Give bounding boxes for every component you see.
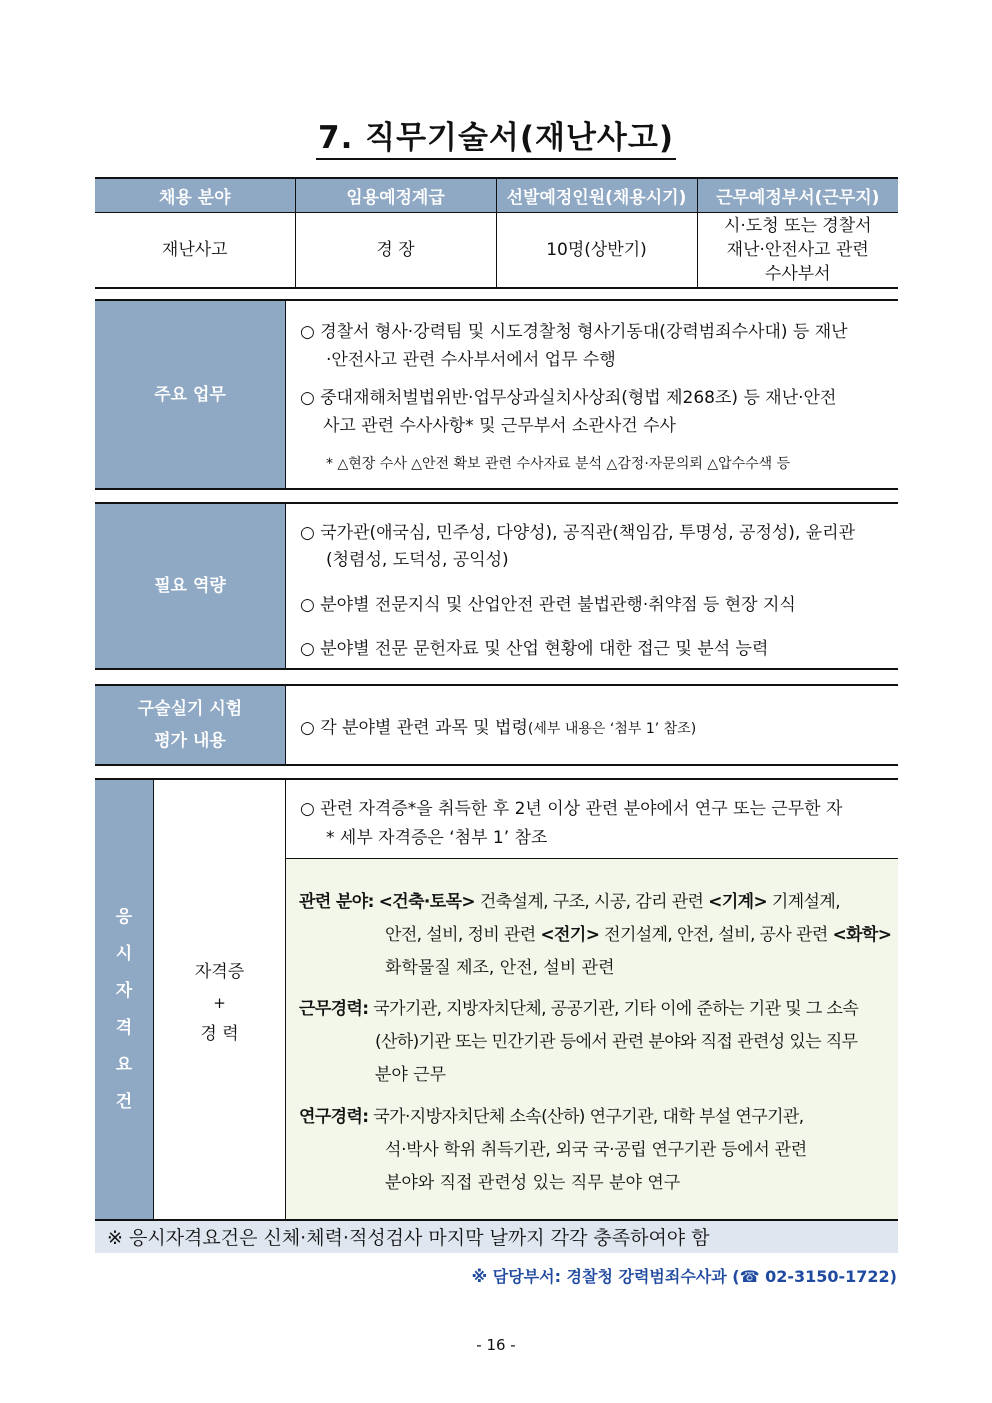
duties-section bbox=[95, 299, 898, 490]
sub-label-line: + bbox=[213, 994, 226, 1012]
dept-line: 수사부서 bbox=[764, 264, 831, 284]
duty-note: * △현장 수사 △안전 확보 관련 수사자료 분석 △감정·자문의뢰 △압수수색 등 bbox=[326, 456, 791, 472]
column-header: 선발예정인원(채용시기) bbox=[496, 178, 697, 213]
rank-cell: 경 장 bbox=[295, 213, 496, 289]
field-category: <전기> bbox=[540, 925, 600, 945]
oral-exam-label-line: 평가 내용 bbox=[154, 731, 226, 751]
side-label-char: 요 bbox=[115, 1054, 133, 1075]
competency-item: ○ 분야별 전문 문헌자료 및 산업 현황에 대한 접근 및 분석 능력 bbox=[300, 639, 769, 659]
side-label-char: 격 bbox=[115, 1017, 133, 1038]
duties-label: 주요 업무 bbox=[95, 301, 286, 488]
competency-item: ○ 국가관(애국심, 민주성, 다양성), 공직관(책임감, 투명성, 공정성), 윤리관 bbox=[300, 523, 856, 543]
requirements-footnote: ※ 응시자격요건은 신체·체력·적성검사 마지막 날까지 각각 충족하여야 함 bbox=[95, 1219, 898, 1253]
work-line: 분야 근무 bbox=[375, 1065, 447, 1085]
requirements-side-label bbox=[95, 780, 154, 1221]
field-text: 건축설계, 구조, 시공, 감리 관련 bbox=[475, 892, 709, 912]
dept-cell bbox=[697, 213, 898, 289]
work-line: (산하)기관 또는 민간기관 등에서 관련 분야와 직접 관련성 있는 직무 bbox=[375, 1032, 858, 1052]
field-category: <기계> bbox=[708, 892, 768, 912]
oral-exam-label bbox=[95, 686, 286, 764]
work-text: 국가기관, 지방자치단체, 공공기관, 기타 이에 준하는 기관 및 그 소속 bbox=[368, 999, 859, 1019]
field-category: <건축·토목> bbox=[378, 892, 476, 912]
count-cell: 10명(상반기) bbox=[496, 213, 697, 289]
side-label-char: 시 bbox=[115, 943, 133, 964]
oral-exam-label-line: 구술실기 시험 bbox=[137, 699, 243, 719]
sub-label-line: 자격증 bbox=[194, 962, 245, 982]
requirements-section bbox=[95, 778, 898, 1221]
requirement-note: * 세부 자격증은 ‘첨부 1’ 참조 bbox=[326, 828, 548, 848]
requirement-item: ○ 관련 자격증*을 취득한 후 2년 이상 관련 분야에서 연구 또는 근무한 자 bbox=[300, 799, 843, 819]
contact-info: ※ 담당부서: 경찰청 강력범죄수사과 (☎ 02-3150-1722) bbox=[471, 1267, 897, 1286]
field-text: 안전, 설비, 정비 관련 bbox=[385, 925, 541, 945]
oral-exam-ref: (세부 내용은 ‘첨부 1’ 참조) bbox=[527, 721, 697, 737]
research-line: 분야와 직접 관련성 있는 직무 분야 연구 bbox=[385, 1173, 681, 1193]
field-line: 화학물질 제조, 안전, 설비 관련 bbox=[385, 958, 615, 978]
page-number: - 16 - bbox=[476, 1336, 516, 1354]
column-header: 채용 분야 bbox=[95, 178, 295, 213]
oral-exam-text bbox=[300, 713, 696, 738]
field-line bbox=[385, 920, 891, 945]
field-cell: 재난사고 bbox=[95, 213, 295, 289]
work-label: 근무경력: bbox=[299, 999, 369, 1019]
side-label-char: 응 bbox=[115, 906, 133, 927]
requirements-sub-label bbox=[154, 780, 286, 1221]
research-label: 연구경력: bbox=[299, 1107, 369, 1127]
duty-item: ○ 중대재해처벌법위반·업무상과실치사상죄(형법 제268조) 등 재난·안전 bbox=[300, 388, 837, 408]
oral-exam-section bbox=[95, 684, 898, 766]
summary-table bbox=[95, 177, 898, 289]
side-label-char: 건 bbox=[115, 1091, 133, 1112]
page-title: 7. 직무기술서(재난사고) bbox=[0, 112, 992, 157]
dept-line: 시·도청 또는 경찰서 bbox=[723, 216, 872, 236]
field-label: 관련 분야: bbox=[299, 892, 374, 912]
duty-item-cont: 사고 관련 수사사항* 및 근무부서 소관사건 수사 bbox=[323, 416, 676, 436]
field-text: 기계설계, bbox=[767, 892, 841, 912]
competency-item-cont: (청렴성, 도덕성, 공익성) bbox=[326, 550, 509, 570]
competency-section bbox=[95, 502, 898, 670]
requirements-detail-box bbox=[286, 858, 898, 1221]
dept-line: 재난·안전사고 관련 bbox=[726, 240, 869, 260]
field-category: <화학> bbox=[832, 925, 892, 945]
side-label-char: 자 bbox=[115, 980, 133, 1001]
duty-item: ○ 경찰서 형사·강력팀 및 시도경찰청 형사기동대(강력범죄수사대) 등 재난 bbox=[300, 322, 848, 342]
oral-exam-main: ○ 각 분야별 관련 과목 및 법령 bbox=[300, 718, 528, 738]
column-header: 임용예정계급 bbox=[295, 178, 496, 213]
competency-item: ○ 분야별 전문지식 및 산업안전 관련 불법관행·취약점 등 현장 지식 bbox=[300, 595, 796, 615]
research-line bbox=[299, 1102, 804, 1127]
research-line: 석·박사 학위 취득기관, 외국 국·공립 연구기관 등에서 관련 bbox=[385, 1140, 807, 1160]
field-text: 전기설계, 안전, 설비, 공사 관련 bbox=[599, 925, 833, 945]
research-text: 국가·지방자치단체 소속(산하) 연구기관, 대학 부설 연구기관, bbox=[368, 1107, 804, 1127]
work-line bbox=[299, 994, 858, 1019]
competency-label: 필요 역량 bbox=[95, 504, 286, 668]
sub-label-line: 경 력 bbox=[200, 1024, 239, 1044]
field-line bbox=[299, 887, 840, 912]
duty-item-cont: ·안전사고 관련 수사부서에서 업무 수행 bbox=[326, 350, 616, 370]
column-header: 근무예정부서(근무지) bbox=[697, 178, 898, 213]
